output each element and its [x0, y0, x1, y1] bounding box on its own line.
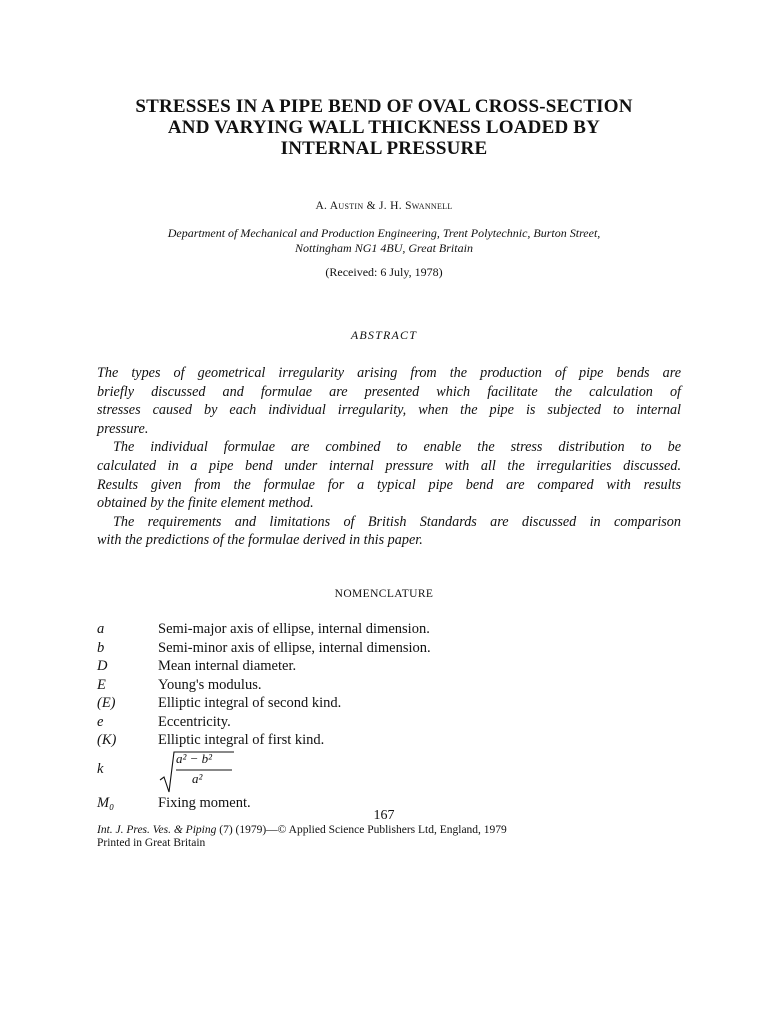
- abstract-line: briefly discussed and formulae are presented which facilitate the calculation of: [97, 383, 681, 400]
- nomenclature-symbol: (K): [97, 732, 117, 748]
- nomenclature-item: [97, 639, 657, 658]
- nomenclature-definition: Elliptic integral of first kind.: [158, 732, 325, 748]
- nomenclature-symbol: D: [97, 658, 108, 674]
- nomenclature-symbol: M₀: [97, 794, 115, 811]
- footer-line-2: Printed in Great Britain: [97, 837, 206, 849]
- abstract-line: obtained by the finite element method.: [97, 495, 314, 512]
- affiliation-line-1: Department of Mechanical and Production Engineering, Trent Polytechnic, Burton Street,: [167, 226, 601, 240]
- abstract-line: with the predictions of the formulae derived in this paper.: [97, 532, 423, 549]
- title-line-1: STRESSES IN A PIPE BEND OF OVAL CROSS-SECTION: [135, 96, 633, 117]
- abstract-body: [97, 364, 681, 550]
- authors: A. Austin & J. H. Swannell: [315, 200, 453, 212]
- abstract-line: Results given from the formulae for a typical pipe bend are compared with results: [97, 476, 681, 493]
- nomenclature-heading: NOMENCLATURE: [334, 588, 434, 600]
- received-date: (Received: 6 July, 1978): [325, 265, 443, 279]
- nomenclature-symbol: k: [97, 760, 104, 777]
- nomenclature-symbol: a: [97, 621, 105, 637]
- nomenclature-symbol: E: [97, 676, 106, 693]
- k-formula: [158, 750, 338, 794]
- nomenclature-symbol: b: [97, 639, 105, 656]
- title-line-2: AND VARYING WALL THICKNESS LOADED BY: [167, 117, 601, 138]
- abstract-line: calculated in a pipe bend under internal pressure with all the irregularities discussed.: [97, 457, 681, 474]
- paper-title: [80, 96, 688, 159]
- nomenclature-definition: Fixing moment.: [158, 794, 251, 811]
- page-number: 167: [373, 808, 395, 823]
- abstract-line: The types of geometrical irregularity arising from the production of pipe bends are: [97, 365, 681, 381]
- nomenclature-list: [97, 620, 657, 812]
- nomenclature-item: [97, 713, 657, 732]
- journal-details: (7) (1979)—© Applied Science Publishers Ltd, England, 1979: [216, 824, 507, 836]
- footer-citation: [97, 824, 507, 850]
- nomenclature-definition: Semi-minor axis of ellipse, internal dimension.: [158, 639, 431, 656]
- footer-line-1: [97, 824, 507, 837]
- nomenclature-item-k: [97, 750, 657, 794]
- abstract-line: stresses caused by each individual irregularity, when the pipe is subjected to internal: [97, 402, 681, 419]
- nomenclature-item: [97, 694, 657, 713]
- formula-denominator: a²: [192, 770, 203, 786]
- nomenclature-item: [97, 731, 657, 750]
- nomenclature-definition: Semi-major axis of ellipse, internal dimension.: [158, 621, 430, 637]
- abstract-line: The individual formulae are combined to enable the stress distribution to be: [113, 439, 681, 456]
- journal-name: Int. J. Pres. Ves. & Piping: [97, 824, 217, 836]
- affiliation-line-2: Nottingham NG1 4BU, Great Britain: [295, 241, 473, 255]
- nomenclature-definition: Mean internal diameter.: [158, 658, 297, 674]
- affiliation: [100, 226, 668, 256]
- nomenclature-definition: Young's modulus.: [158, 676, 262, 693]
- nomenclature-definition: Eccentricity.: [158, 713, 231, 730]
- nomenclature-item: [97, 620, 657, 639]
- abstract-heading: ABSTRACT: [350, 328, 418, 342]
- title-line-3: INTERNAL PRESSURE: [280, 138, 488, 159]
- nomenclature-symbol: (E): [97, 695, 116, 711]
- abstract-line: pressure.: [97, 420, 149, 437]
- nomenclature-item: [97, 676, 657, 695]
- abstract-line: The requirements and limitations of British Standards are discussed in comparison: [113, 513, 681, 530]
- nomenclature-definition: Elliptic integral of second kind.: [158, 695, 342, 711]
- nomenclature-symbol: e: [97, 713, 104, 730]
- formula-numerator: a² − b²: [176, 750, 213, 766]
- nomenclature-item: [97, 657, 657, 676]
